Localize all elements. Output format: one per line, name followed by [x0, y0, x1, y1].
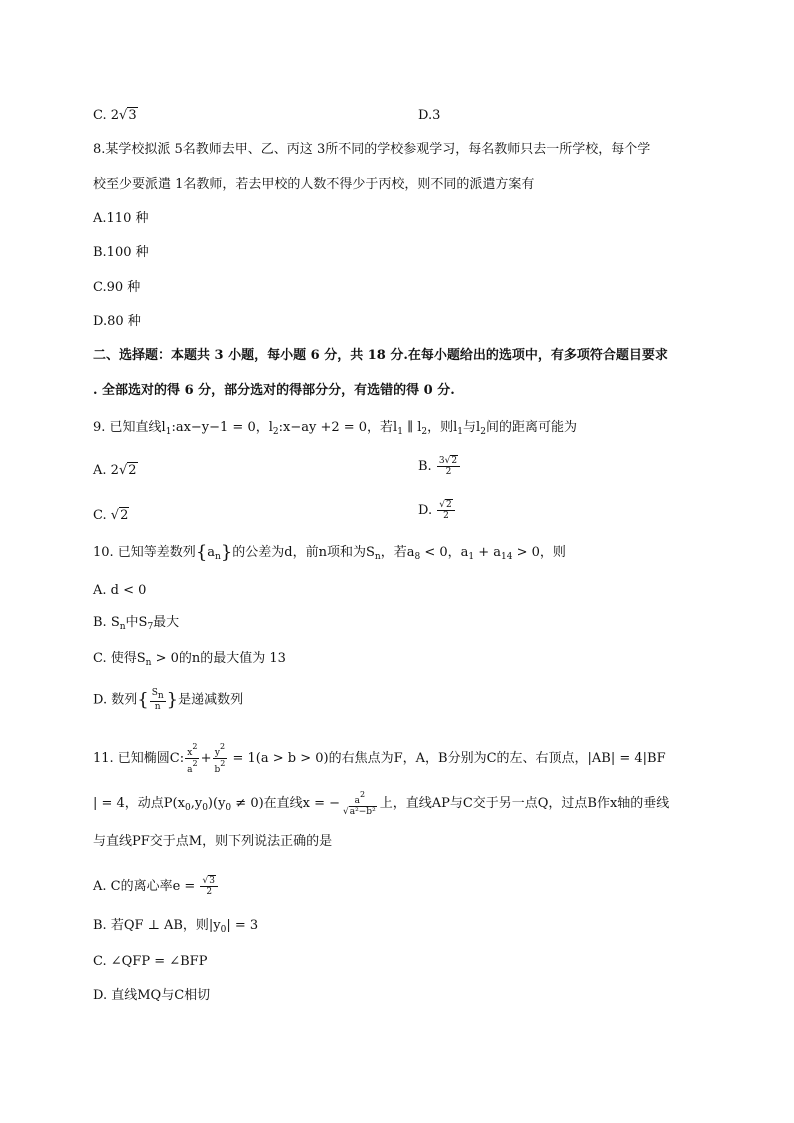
q7-option-d: D.3 — [418, 108, 441, 123]
section2-heading-line2: . 全部选对的得 6 分，部分选对的得部分分，有选错的得 0 分. — [93, 383, 455, 398]
fraction: $\frac{3√2}{2}$ — [437, 456, 460, 477]
q10-stem: 10. 已知等差数列$\{a_n\}$的公差为d，前n项和为$S_n$，若$a_8 < 0$，$a_1 + a_{14} > 0$，则 — [93, 542, 566, 563]
q10-option-d: D. 数列{ $\frac{Sn}{n}$ }是递减数列 — [93, 688, 244, 712]
fraction: $\frac{Sn}{n}$ — [151, 688, 164, 712]
q11-stem-line3: 与直线PF交于点M，则下列说法正确的是 — [93, 834, 333, 849]
q8-option-c: C.90 种 — [93, 280, 141, 295]
sqrt-symbol: √2 — [110, 508, 129, 523]
q10-option-a: A. d < 0 — [93, 583, 147, 598]
section2-heading-line1: 二、选择题：本题共 3 小题，每小题 6 分，共 18 分.在每小题给出的选项中，有多项符合题目要求 — [93, 348, 668, 363]
q8-option-a: A.110 种 — [93, 211, 149, 226]
q8-option-b: B.100 种 — [93, 245, 149, 260]
sqrt-symbol: √2 — [118, 463, 137, 478]
q9-option-d: D. $\frac{√2}{2}$ — [418, 500, 456, 521]
q7-option-c: C. 2√3 — [93, 108, 137, 123]
fraction: $\frac{√2}{2}$ — [437, 500, 454, 521]
q9-stem: 9. 已知直线$l_1:ax-y-1 = 0$，$l_2:x-ay +2 = 0$，若$l_1$ ∥ $l_2$，则$l_1$与$l_2$间的距离可能为 — [93, 420, 577, 437]
q11-stem-line2: | = 4，动点$P(x_0,y_0)(y_0 \ne 0)$在直线x = − $\frac{a2}{\text{√a²−b²}}$ 上，直线AP与C交于另一点Q，过点B作x轴的垂线 — [93, 790, 670, 817]
q8-stem-line1: 8.某学校拟派 5名教师去甲、乙、丙这 3所不同的学校参观学习，每名教师只去一所学校，每个学 — [93, 142, 651, 157]
q9-option-c: C. √2 — [93, 508, 129, 523]
fraction: $\frac{√3}{2}$ — [200, 876, 217, 897]
fraction: $\frac{x2}{a2}$ — [187, 742, 198, 775]
q10-option-c: C. 使得$S_n > 0$的n的最大值为 13 — [93, 651, 286, 668]
q11-option-d: D. 直线MQ与C相切 — [93, 988, 211, 1003]
q11-option-c: C. ∠QFP = ∠BFP — [93, 954, 208, 969]
q11-option-a: A. C的离心率e = $\frac{√3}{2}$ — [93, 876, 219, 897]
q8-stem-line2: 校至少要派遣 1名教师，若去甲校的人数不得少于丙校，则不同的派遣方案有 — [93, 177, 535, 192]
q8-option-d: D.80 种 — [93, 314, 141, 329]
fraction: $\frac{y2}{b2}$ — [214, 742, 226, 775]
sqrt-symbol: √3 — [119, 108, 137, 123]
q11-stem-line1: 11. 已知椭圆C: $\frac{x2}{a2}$ + $\frac{y2}{b2}$ = 1(a > b > 0)的右焦点为F，A，B分别为C的左、右顶点，|AB| = 4|BF — [93, 742, 666, 775]
q9-option-a: A. 2√2 — [93, 463, 137, 478]
q11-option-b: B. 若QF ⊥ AB，则$|y_0| = 3$ — [93, 918, 259, 935]
q10-option-b: B. $S_n$中$S_7$最大 — [93, 615, 180, 632]
q9-option-b: B. $\frac{3√2}{2}$ — [418, 456, 461, 477]
fraction: $\frac{a2}{\text{√a²−b²}}$ — [343, 790, 376, 817]
